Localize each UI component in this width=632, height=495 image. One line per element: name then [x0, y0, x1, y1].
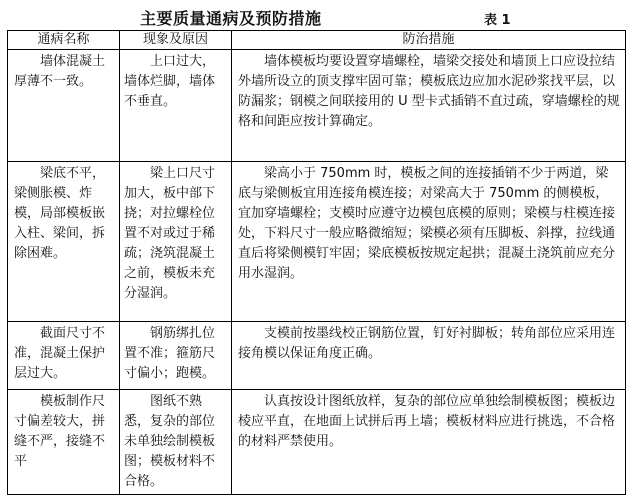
defect-name-cell: 截面尺寸不准，混凝土保护层过大。	[8, 322, 120, 390]
defect-name-cell: 梁底不平，梁侧胀模、炸模，局部模板嵌入柱、梁间，拆除困难。	[8, 162, 120, 322]
column-header-defect: 通病名称	[8, 31, 120, 50]
column-header-measure: 防治措施	[232, 31, 626, 50]
document-title: 主要质量通病及预防措施	[140, 9, 322, 28]
table-row	[8, 390, 626, 495]
table-number: 表 1	[484, 13, 511, 28]
table-row	[8, 162, 626, 322]
title-bar	[0, 6, 632, 28]
measure-cell: 墙体模板均要设置穿墙螺栓，墙梁交接处和墙顶上口应设拉结外墙所设立的顶支撑牢固可靠；模板底边应加水泥砂浆找平层，以防漏浆；钢模之间联接用的 U 型卡式插销不直过疏，穿墙螺栓的规格和间距应按计算确定。	[232, 50, 626, 162]
cause-cell: 梁上口尺寸加大，板中部下挠；对拉螺栓位置不对或过于稀疏；浇筑混凝土之前，模板未充分湿润。	[120, 162, 232, 322]
column-header-cause: 现象及原因	[120, 31, 232, 50]
defect-name-cell: 墙体混凝土厚薄不一致。	[8, 50, 120, 162]
measure-cell: 支模前按墨线校正钢筋位置，钉好衬脚板；转角部位应采用连接角模以保证角度正确。	[232, 322, 626, 390]
table-header-row	[8, 31, 626, 50]
quality-defects-table	[7, 30, 626, 495]
defect-name-cell: 模板制作尺寸偏差较大，拼缝不严，接缝不平	[8, 390, 120, 495]
table-row	[8, 50, 626, 162]
cause-cell: 上口过大，墙体烂脚，墙体不垂直。	[120, 50, 232, 162]
measure-cell: 梁高小于 750mm 时，模板之间的连接插销不少于两道，梁底与梁侧板宜用连接角模连接；对梁高大于 750mm 的侧模板，宜加穿墙螺栓；支模时应遵守边模包底模的原则；梁模与柱模连接处，下料尺寸一般应略微缩短；梁模必须有压脚板、斜撑，拉线通直后将梁侧模钉牢固；梁底模板按规定起拱；混凝土浇筑前应充分用水湿润。	[232, 162, 626, 322]
cause-cell: 图纸不熟悉，复杂的部位未单独绘制模板图；模板材料不合格。	[120, 390, 232, 495]
cause-cell: 钢筋绑扎位置不准；箍筋尺寸偏小；跑模。	[120, 322, 232, 390]
measure-cell: 认真按设计图纸放样，复杂的部位应单独绘制模板图；模板边棱应平直，在地面上试拼后再上墙；模板材料应进行挑选，不合格的材料严禁使用。	[232, 390, 626, 495]
table-row	[8, 322, 626, 390]
